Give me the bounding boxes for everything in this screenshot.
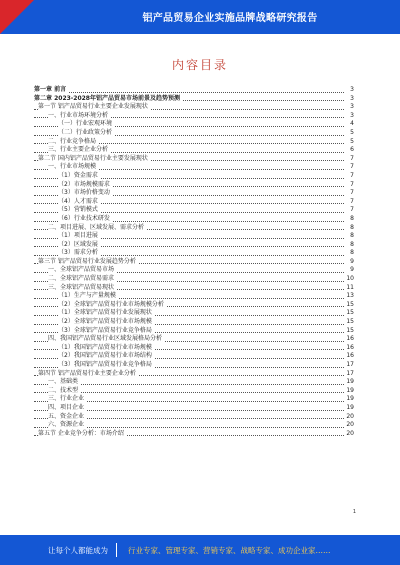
toc-leader-dots: [34, 92, 344, 93]
toc-entry-page: 8: [345, 224, 354, 233]
toc-entry[interactable]: [34, 404, 354, 413]
toc-entry-label: 第一章 前言: [34, 86, 67, 93]
toc-entry[interactable]: [34, 249, 354, 258]
toc-entry[interactable]: [34, 224, 354, 233]
toc-entry-label: （1）全球铝产品贸易行业发展现状: [58, 309, 152, 317]
toc-entry-page: 7: [345, 189, 354, 198]
toc-entry-page: 7: [345, 198, 354, 207]
toc-entry[interactable]: [34, 120, 354, 129]
toc-entry-page: 20: [346, 429, 354, 437]
toc-entry-label: （3）全球铝产品贸易行业竞争格局: [58, 326, 152, 334]
toc-entry-page: 11: [346, 283, 354, 291]
toc-heading: 内容目录: [171, 58, 228, 72]
toc-entry-label: （2）全球铝产品贸易行业市场规模分析: [58, 300, 164, 308]
toc-entry-label: 二、项目进展、区域发展、需求分析: [48, 223, 145, 231]
toc-entry-page: 15: [346, 326, 354, 334]
toc-entry-page: 3: [345, 112, 354, 121]
toc-entry-page: 5: [345, 138, 354, 147]
toc-entry-label: 第三节 铝产品贸易行业发展趋势分析: [38, 257, 136, 265]
footer-divider: [116, 543, 117, 557]
toc-entry-label: （2）区域发展: [58, 240, 98, 248]
toc-entry-page: 5: [345, 129, 354, 138]
toc-entry-label: 第四节 铝产品贸易行业主要企业分析: [38, 369, 136, 377]
toc-entry-page: 13: [346, 292, 354, 300]
footer-banner: [0, 535, 400, 565]
toc-entry[interactable]: [34, 421, 354, 430]
toc-entry-page: 10: [346, 275, 354, 283]
toc-entry-page: 8: [345, 215, 354, 224]
toc-entry-label: 第二节 国内铝产品贸易行业主要发展现状: [38, 154, 148, 162]
toc-entry-label: 二、全球铝产品贸易需求: [48, 275, 115, 283]
toc-entry-page: 15: [346, 318, 354, 326]
toc-entry-label: （1）资金需求: [58, 171, 98, 179]
toc-entry-label: 第二章 2023-2028年铝产品贸易市场前景及趋势预测: [34, 94, 180, 102]
toc-entry-label: （5）营销模式: [58, 206, 98, 214]
toc-entry-label: （一）行业宏观环境: [58, 120, 113, 128]
toc-entry[interactable]: [34, 215, 354, 224]
toc-entry[interactable]: [34, 370, 354, 379]
toc-entry-page: 9: [345, 266, 354, 275]
toc-entry[interactable]: [34, 361, 354, 370]
toc-leader-dots: [34, 392, 344, 393]
toc-entry-label: （6）行业技术研发: [58, 214, 110, 222]
toc-entry-page: 17: [346, 361, 354, 368]
toc-entry-page: 7: [345, 181, 354, 190]
toc-entry[interactable]: [34, 266, 354, 275]
toc-entry[interactable]: [34, 241, 354, 250]
footer-slogan: 让每个人都能成为: [48, 546, 108, 555]
toc-entry-page: 20: [346, 412, 354, 420]
toc-entry-label: 二、技术型: [48, 386, 79, 394]
toc-entry-label: 三、行业主要企业分析: [48, 146, 109, 154]
toc-entry[interactable]: [34, 327, 354, 336]
toc-entry-page: 3: [345, 103, 354, 112]
toc-entry-page: 16: [346, 335, 354, 343]
toc-entry-label: （3）需求分析: [58, 249, 98, 257]
toc-entry[interactable]: [34, 172, 354, 181]
table-of-contents: [34, 86, 354, 438]
toc-entry-label: 六、资源企业: [48, 421, 85, 429]
toc-entry-page: 16: [346, 352, 354, 360]
toc-entry[interactable]: [34, 413, 354, 422]
header-accent: [0, 0, 34, 34]
toc-entry-page: 3: [345, 95, 354, 104]
toc-entry-label: 三、行业企业: [48, 395, 85, 403]
toc-entry-page: 15: [346, 309, 354, 317]
toc-entry[interactable]: [34, 275, 354, 284]
toc-entry[interactable]: [34, 129, 354, 138]
toc-entry-label: （2）我国铝产品贸易行业市场结构: [58, 352, 152, 360]
toc-entry-page: 16: [346, 343, 354, 351]
toc-entry[interactable]: [34, 138, 354, 147]
toc-entry[interactable]: [34, 103, 354, 112]
header-banner: [0, 0, 400, 34]
toc-entry-page: 6: [345, 146, 354, 155]
toc-entry[interactable]: [34, 181, 354, 190]
report-title: 铝产品贸易企业实施品牌战略研究报告: [142, 13, 318, 24]
toc-entry[interactable]: [34, 318, 354, 327]
toc-entry-page: 19: [346, 386, 354, 394]
toc-entry-label: 五、资金企业: [48, 412, 85, 420]
toc-entry-page: 20: [346, 421, 354, 429]
toc-entry[interactable]: [34, 146, 354, 155]
toc-entry-label: （2）全球铝产品贸易行业市场规模: [58, 318, 152, 326]
toc-entry-page: 8: [345, 249, 354, 258]
toc-entry-label: 一、行业市场环境分析: [48, 111, 109, 119]
toc-entry-label: 四、项目企业: [48, 403, 85, 411]
toc-entry[interactable]: [34, 163, 354, 172]
toc-entry-label: （1）生产与产量规模: [58, 292, 116, 300]
toc-entry[interactable]: [34, 86, 354, 95]
toc-entry[interactable]: [34, 430, 354, 439]
toc-entry-page: 15: [346, 300, 354, 308]
toc-leader-dots: [34, 384, 344, 385]
toc-entry-label: 第一节 铝产品贸易行业主要企业发展现状: [38, 103, 148, 111]
toc-entry-label: （1）我国铝产品贸易行业市场规模: [58, 343, 152, 351]
toc-entry[interactable]: [34, 309, 354, 318]
toc-entry-page: 19: [346, 395, 354, 403]
toc-entry-page: 19: [346, 403, 354, 411]
footer-tagline: 行业专家、管理专家、营销专家、战略专家、成功企业家……: [128, 546, 331, 555]
toc-entry-label: 三、全球铝产品贸易现状: [48, 283, 115, 291]
toc-entry[interactable]: [34, 292, 354, 301]
toc-entry-label: （1）项目进展: [58, 232, 98, 240]
toc-entry-label: （二）行业政策分析: [58, 128, 113, 136]
toc-entry-page: 7: [345, 206, 354, 215]
toc-entry[interactable]: [34, 395, 354, 404]
toc-entry[interactable]: [34, 335, 354, 344]
toc-entry-label: （3）我国铝产品贸易行业竞争格局: [58, 361, 152, 368]
toc-entry-label: （2）市场规模需求: [58, 180, 110, 188]
toc-entry-page: 7: [345, 155, 354, 164]
toc-entry-page: 4: [345, 120, 354, 129]
toc-entry-label: （4）人才需求: [58, 197, 98, 205]
toc-entry[interactable]: [34, 189, 354, 198]
toc-entry-page: 3: [345, 86, 354, 95]
toc-entry-page: 9: [345, 258, 354, 267]
toc-entry[interactable]: [34, 284, 354, 293]
toc-entry-label: 第五节 企业竞争分析：市场介绍: [38, 429, 124, 437]
toc-entry-label: （3）市场价格变动: [58, 189, 110, 197]
toc-entry-page: 17: [346, 369, 354, 377]
toc-entry-page: 8: [345, 241, 354, 250]
toc-entry-label: 一、基础类: [48, 378, 79, 386]
toc-entry-page: 8: [345, 232, 354, 241]
toc-entry[interactable]: [34, 95, 354, 104]
toc-entry-label: 二、行业竞争格局: [48, 137, 97, 145]
toc-entry[interactable]: [34, 352, 354, 361]
toc-entry-page: 19: [346, 378, 354, 386]
toc-entry[interactable]: [34, 206, 354, 215]
toc-entry-label: 一、全球铝产品贸易市场: [48, 266, 115, 274]
toc-entry-label: 四、我国铝产品贸易行业区域发展格局分析: [48, 335, 163, 343]
toc-entry-page: 7: [345, 163, 354, 172]
page-number: 1: [352, 509, 356, 515]
toc-entry-page: 7: [345, 172, 354, 181]
toc-entry[interactable]: [34, 232, 354, 241]
toc-entry-label: 一、行业市场规模: [48, 163, 97, 171]
toc-entry[interactable]: [34, 378, 354, 387]
